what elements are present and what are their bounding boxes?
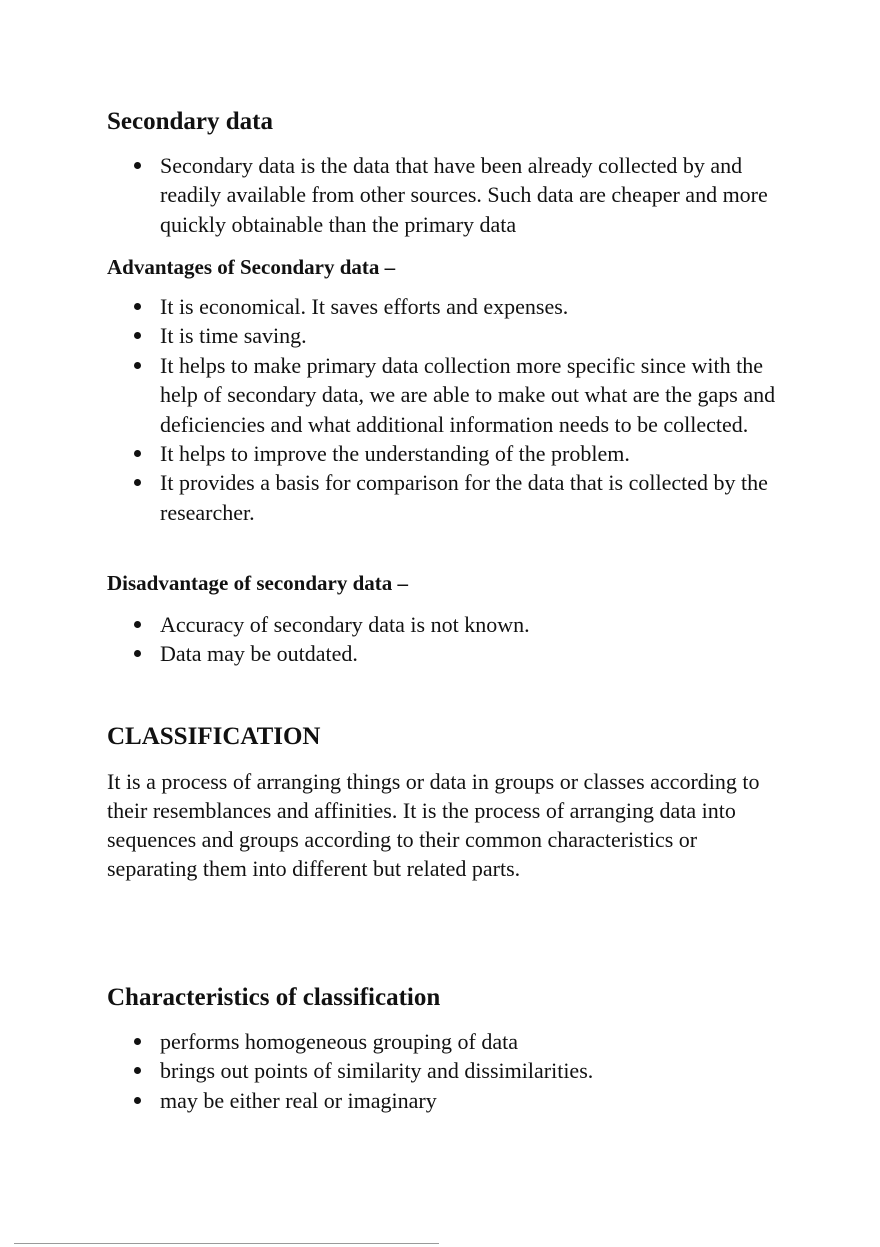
list-item — [0, 351, 780, 439]
list-item — [0, 439, 780, 468]
classification-paragraph: It is a process of arranging things or data in groups or classes according to their resemblances and affinities. It is the process of arranging data into sequences and groups according to their common characteristics or separating them into different but related parts. — [107, 769, 760, 881]
bullet-icon — [134, 650, 141, 657]
list-item — [0, 292, 780, 321]
classification-heading: CLASSIFICATION — [107, 723, 321, 750]
list-item — [0, 1086, 780, 1115]
list-item — [0, 639, 780, 668]
bullet-icon — [134, 450, 141, 457]
bullet-icon — [134, 303, 141, 310]
bullet-icon — [134, 362, 141, 369]
list-item-text: It is time saving. — [160, 323, 307, 349]
bullet-icon — [134, 1067, 141, 1074]
list-item-text: performs homogeneous grouping of data — [160, 1029, 519, 1054]
footer-divider — [14, 1243, 439, 1244]
secondary-data-heading: Secondary data — [107, 108, 273, 135]
list-item-text: It helps to improve the understanding of the problem. — [160, 441, 630, 467]
bullet-icon — [134, 332, 141, 339]
advantages-heading: Advantages of Secondary data – — [107, 255, 396, 279]
list-item — [0, 151, 780, 239]
list-item-text: Accuracy of secondary data is not known. — [160, 612, 530, 637]
list-item-text: Secondary data is the data that have been already collected by and readily available from other sources. Such data are cheaper and more quickly obtainable than the primary data — [160, 153, 768, 237]
list-item — [0, 610, 780, 639]
list-item — [0, 1056, 780, 1085]
characteristics-list — [0, 1027, 880, 1115]
characteristics-heading: Characteristics of classification — [107, 984, 441, 1011]
list-item-text: It provides a basis for comparison for the data that is collected by the researcher. — [160, 470, 768, 525]
list-item-text: may be either real or imaginary — [160, 1087, 437, 1113]
list-item-text: It helps to make primary data collection more specific since with the help of secondary data, we are able to make out what are the gaps and deficiencies and what additional information needs to be collected. — [160, 352, 776, 437]
list-item — [0, 321, 780, 350]
bullet-icon — [134, 479, 141, 486]
bullet-icon — [134, 162, 141, 169]
secondary-data-list — [0, 151, 880, 239]
list-item-text: It is economical. It saves efforts and expenses. — [160, 294, 569, 319]
list-item — [0, 468, 780, 527]
bullet-icon — [134, 1097, 141, 1104]
bullet-icon — [134, 1038, 141, 1045]
bullet-icon — [134, 621, 141, 628]
disadvantages-list — [0, 610, 880, 669]
list-item — [0, 1027, 780, 1056]
list-item-text: Data may be outdated. — [160, 641, 358, 667]
disadvantages-heading: Disadvantage of secondary data – — [107, 571, 409, 595]
list-item-text: brings out points of similarity and dissimilarities. — [160, 1058, 594, 1084]
advantages-list — [0, 292, 880, 527]
